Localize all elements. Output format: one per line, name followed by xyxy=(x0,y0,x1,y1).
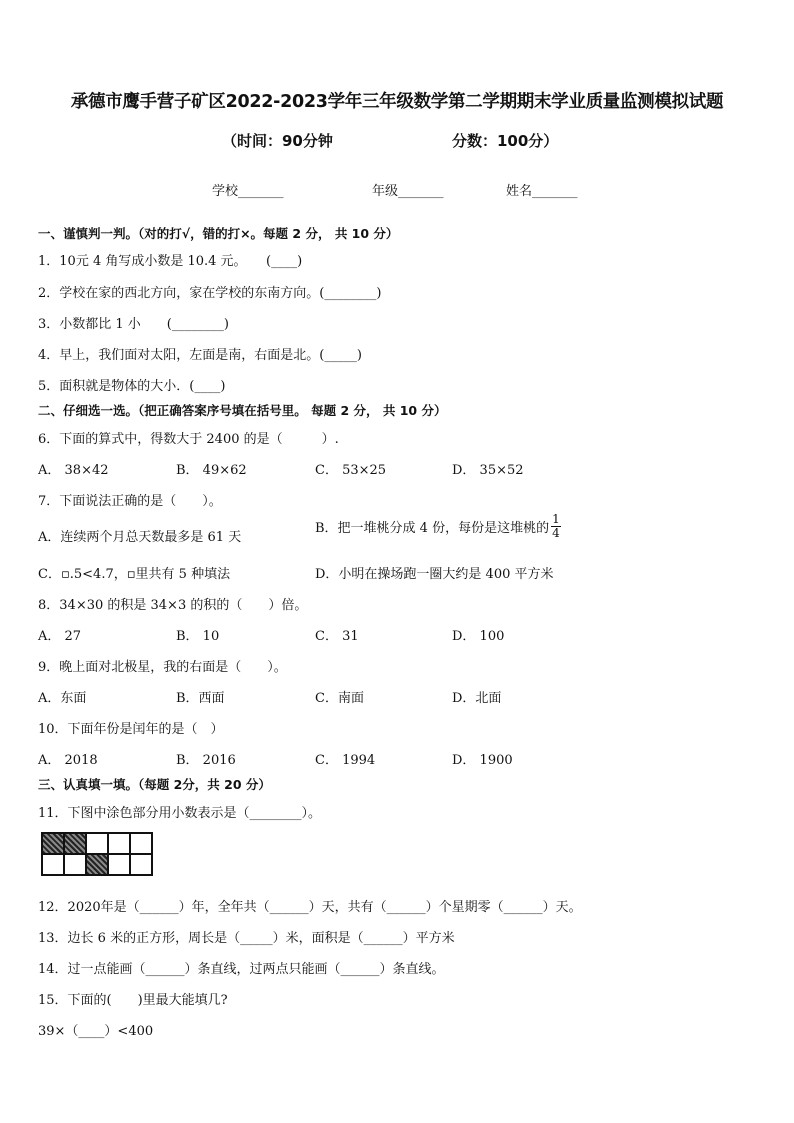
question-10-option-c: C． 1994 xyxy=(315,753,376,768)
question-7: 7．下面说法正确的是（ ）。 xyxy=(38,494,222,509)
question-8: 8．34×30 的积是 34×3 的积的（ ）倍。 xyxy=(38,598,308,613)
question-1: 1．10元 4 角写成小数是 10.4 元。 (____) xyxy=(38,254,303,269)
question-6-option-c: C． 53×25 xyxy=(315,463,387,478)
question-8-option-a: A． 27 xyxy=(38,629,82,644)
question-9-option-d: D．北面 xyxy=(452,691,502,706)
question-6-option-a: A． 38×42 xyxy=(38,463,109,478)
section-2-heading: 二、仔细选一选。（把正确答案序号填在括号里。 每题 2 分， 共 10 分） xyxy=(38,403,447,418)
page-title: 承德市鹰手营子矿区2022-2023学年三年级数学第二学期期末学业质量监测模拟试题 xyxy=(70,92,724,112)
question-10: 10．下面年份是闰年的是（ ） xyxy=(38,722,224,737)
question-4: 4．早上，我们面对太阳，左面是南，右面是北。(_____) xyxy=(38,348,362,363)
question-7-option-a: A．连续两个月总天数最多是 61 天 xyxy=(38,530,242,545)
question-7-option-c: C．▫.5<4.7，▫里共有 5 种填法 xyxy=(38,567,231,582)
question-8-option-c: C． 31 xyxy=(315,629,359,644)
question-3: 3．小数都比 1 小 (________) xyxy=(38,317,229,332)
grid-cell-shaded xyxy=(64,833,86,854)
grid-cell xyxy=(108,833,130,854)
exam-time: （时间：90分钟 xyxy=(222,132,333,150)
question-9-option-b: B．西面 xyxy=(176,691,225,706)
question-10-option-b: B． 2016 xyxy=(176,753,236,768)
grade-field: 年级_______ xyxy=(372,184,444,199)
question-10-option-d: D． 1900 xyxy=(452,753,513,768)
question-14: 14．过一点能画（______）条直线，过两点只能画（______）条直线。 xyxy=(38,962,445,977)
question-15: 15．下面的( )里最大能填几? xyxy=(38,993,228,1008)
fraction-denominator: 4 xyxy=(552,526,560,540)
question-5: 5．面积就是物体的大小．(____) xyxy=(38,379,226,394)
question-7-option-d: D．小明在操场跑一圈大约是 400 平方米 xyxy=(315,567,554,582)
question-2: 2．学校在家的西北方向，家在学校的东南方向。(________) xyxy=(38,286,382,301)
question-8-option-d: D． 100 xyxy=(452,629,505,644)
question-9-option-c: C．南面 xyxy=(315,691,364,706)
grid-cell xyxy=(64,854,86,875)
question-10-option-a: A． 2018 xyxy=(38,753,98,768)
section-3-heading: 三、认真填一填。（每题 2分，共 20 分） xyxy=(38,777,271,792)
section-1-heading: 一、谨慎判一判。（对的打√，错的打×。每题 2 分， 共 10 分） xyxy=(38,226,399,241)
question-12: 12．2020年是（______）年，全年共（______）天，共有（______）个星期零（______）天。 xyxy=(38,900,582,915)
grid-cell xyxy=(42,854,64,875)
question-8-option-b: B． 10 xyxy=(176,629,220,644)
fraction xyxy=(551,513,561,540)
shaded-grid-figure xyxy=(41,832,153,876)
grid-cell xyxy=(130,854,152,875)
grid-cell xyxy=(130,833,152,854)
grid-cell xyxy=(108,854,130,875)
fraction-numerator: 1 xyxy=(552,512,560,526)
question-6-option-b: B． 49×62 xyxy=(176,463,247,478)
grid-cell xyxy=(86,833,108,854)
question-9: 9．晚上面对北极星，我的右面是（ ）。 xyxy=(38,660,287,675)
name-field: 姓名_______ xyxy=(506,184,578,199)
question-7-option-b xyxy=(315,513,561,540)
question-6-option-d: D． 35×52 xyxy=(452,463,524,478)
exam-score: 分数：100分） xyxy=(452,132,559,150)
grid-cell-shaded xyxy=(42,833,64,854)
question-11: 11．下图中涂色部分用小数表示是（________）。 xyxy=(38,806,322,821)
question-15-expression: 39×（____）<400 xyxy=(38,1024,154,1039)
question-13: 13．边长 6 米的正方形，周长是（_____）米，面积是（______）平方米 xyxy=(38,931,455,946)
question-7-option-b-text: B．把一堆桃分成 4 份，每份是这堆桃的 xyxy=(315,521,550,536)
school-field: 学校_______ xyxy=(212,184,284,199)
question-9-option-a: A．东面 xyxy=(38,691,87,706)
grid-cell-shaded xyxy=(86,854,108,875)
question-6: 6．下面的算式中，得数大于 2400 的是（ ）. xyxy=(38,432,339,447)
